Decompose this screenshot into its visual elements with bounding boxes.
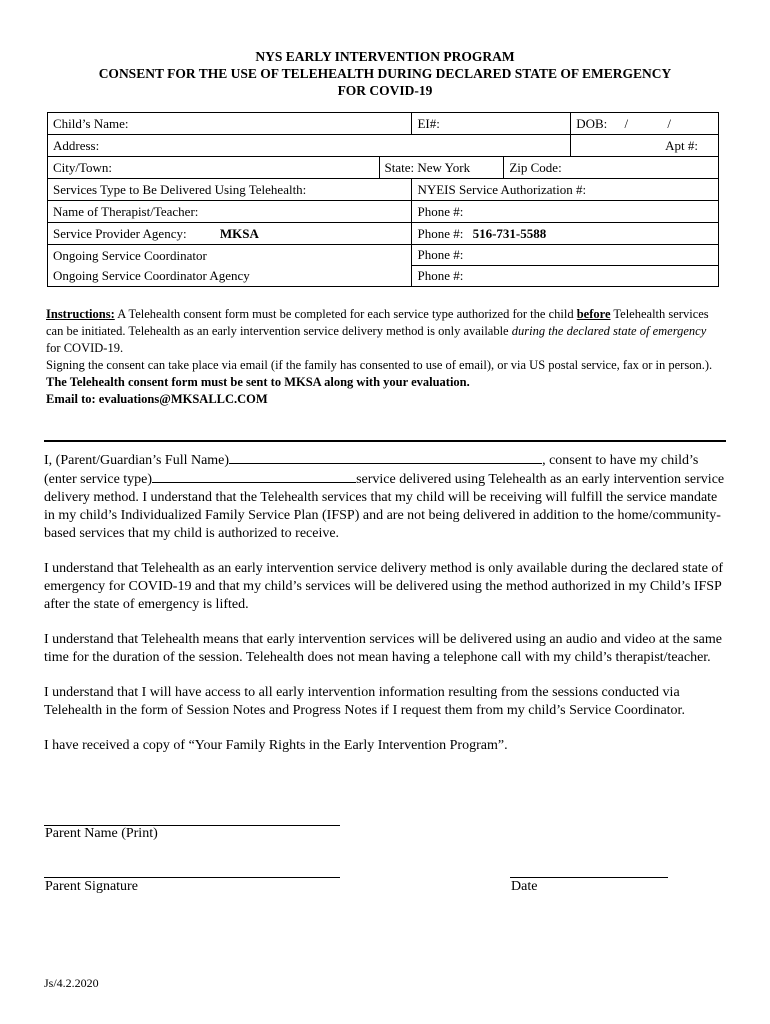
coordinator-agency-phone-field[interactable]: Phone #:	[412, 265, 718, 286]
date-line[interactable]	[510, 877, 668, 878]
therapist-phone-field[interactable]: Phone #:	[412, 201, 719, 223]
child-info-table	[47, 112, 719, 287]
city-field[interactable]: City/Town:	[48, 157, 380, 179]
agency-phone-label: Phone #:	[417, 225, 464, 241]
header-title: CONSENT FOR THE USE OF TELEHEALTH DURING DECLARED STATE OF EMERGENCY	[98, 66, 672, 81]
header-program: NYS EARLY INTERVENTION PROGRAM	[255, 49, 515, 64]
form-version: Js/4.2.2020	[44, 976, 99, 990]
address-field[interactable]: Address:	[48, 135, 571, 157]
send-to-mksa-note: The Telehealth consent form must be sent to MKSA along with your evaluation.	[46, 375, 470, 389]
consent-paragraph-2: I understand that Telehealth as an early intervention service delivery method is only available during the declared state of emergency for COVID-19 and that my child’s services will be delivered using the method authorized in my Child’s IFSP after the state of emergency is lifted.	[44, 561, 724, 612]
apt-field[interactable]: Apt #:	[571, 135, 719, 157]
dob-slash: /	[667, 115, 671, 131]
email-note: Email to: evaluations@MKSALLC.COM	[46, 392, 268, 406]
instructions-block	[46, 306, 721, 408]
form-header	[0, 48, 770, 99]
parent-signature-label: Parent Signature	[45, 879, 138, 894]
consent-body	[44, 451, 726, 772]
child-name-field[interactable]: Child’s Name:	[48, 113, 412, 135]
coordinator-phone-field[interactable]: Phone #:	[417, 247, 464, 262]
zip-field[interactable]: Zip Code:	[504, 157, 719, 179]
section-divider	[44, 440, 726, 442]
header-subtitle: FOR COVID-19	[337, 83, 433, 98]
instructions-heading: Instructions:	[46, 307, 115, 321]
consent-paragraph-1: I, (Parent/Guardian’s Full Name) , consent to have my child’s (enter service type) service delivered using Telehealth as an early intervention service delivery method. I understand that the Telehealth services that my child will be receiving will fulfill the service mandate in my child’s Individualized Family Service Plan (IFSP) and are not being delivered in addition to the home/community-based services that my child is authorized to receive.	[44, 453, 725, 541]
agency-label: Service Provider Agency:	[53, 225, 187, 241]
before-emphasis: before	[576, 307, 611, 321]
nyeis-auth-field[interactable]: NYEIS Service Authorization #:	[412, 179, 719, 201]
parent-signature-line[interactable]	[44, 877, 340, 878]
signing-note: Signing the consent can take place via email (if the family has consented to use of email), or via US postal service, fax or in person.).	[46, 358, 713, 372]
date-label: Date	[511, 879, 538, 894]
parent-name-label: Parent Name (Print)	[45, 826, 158, 841]
consent-paragraph-3: I understand that Telehealth means that early intervention services will be delivered using an audio and video at the same time for the duration of the session. Telehealth does not mean having a telephone call with my child’s therapist/teacher.	[44, 632, 722, 665]
therapist-name-field[interactable]: Name of Therapist/Teacher:	[48, 201, 412, 223]
guardian-name-blank[interactable]	[229, 451, 542, 464]
coordinator-phone-cell	[412, 245, 719, 287]
instructions-paragraph: Instructions: A Telehealth consent form must be completed for each service type authorized for the child before Telehealth services can be initiated. Telehealth as an early intervention service delivery method is only available during the declared state of emergency for COVID-19.	[46, 307, 709, 355]
coordinator-agency-field[interactable]: Ongoing Service Coordinator Agency	[53, 267, 250, 283]
coordinator-cell	[48, 245, 412, 287]
dob-field[interactable]	[571, 113, 719, 135]
agency-phone-field[interactable]	[412, 223, 719, 245]
consent-paragraph-4: I understand that I will have access to all early intervention information resulting from the sessions conducted via Telehealth in the form of Session Notes and Progress Notes if I request them from my child’s Service Coordinator.	[44, 685, 685, 718]
agency-field[interactable]	[48, 223, 412, 245]
dob-slash: /	[624, 115, 629, 131]
service-type-blank[interactable]	[152, 470, 356, 483]
agency-phone-value: 516-731-5588	[472, 225, 547, 241]
agency-value: MKSA	[219, 225, 259, 241]
dob-label: DOB:	[576, 115, 608, 131]
coordinator-field[interactable]: Ongoing Service Coordinator	[53, 247, 207, 263]
ei-number-field[interactable]: EI#:	[412, 113, 571, 135]
services-type-field[interactable]: Services Type to Be Delivered Using Telehealth:	[48, 179, 412, 201]
consent-paragraph-5: I have received a copy of “Your Family Rights in the Early Intervention Program”.	[44, 738, 508, 753]
state-field[interactable]: State: New York	[379, 157, 504, 179]
